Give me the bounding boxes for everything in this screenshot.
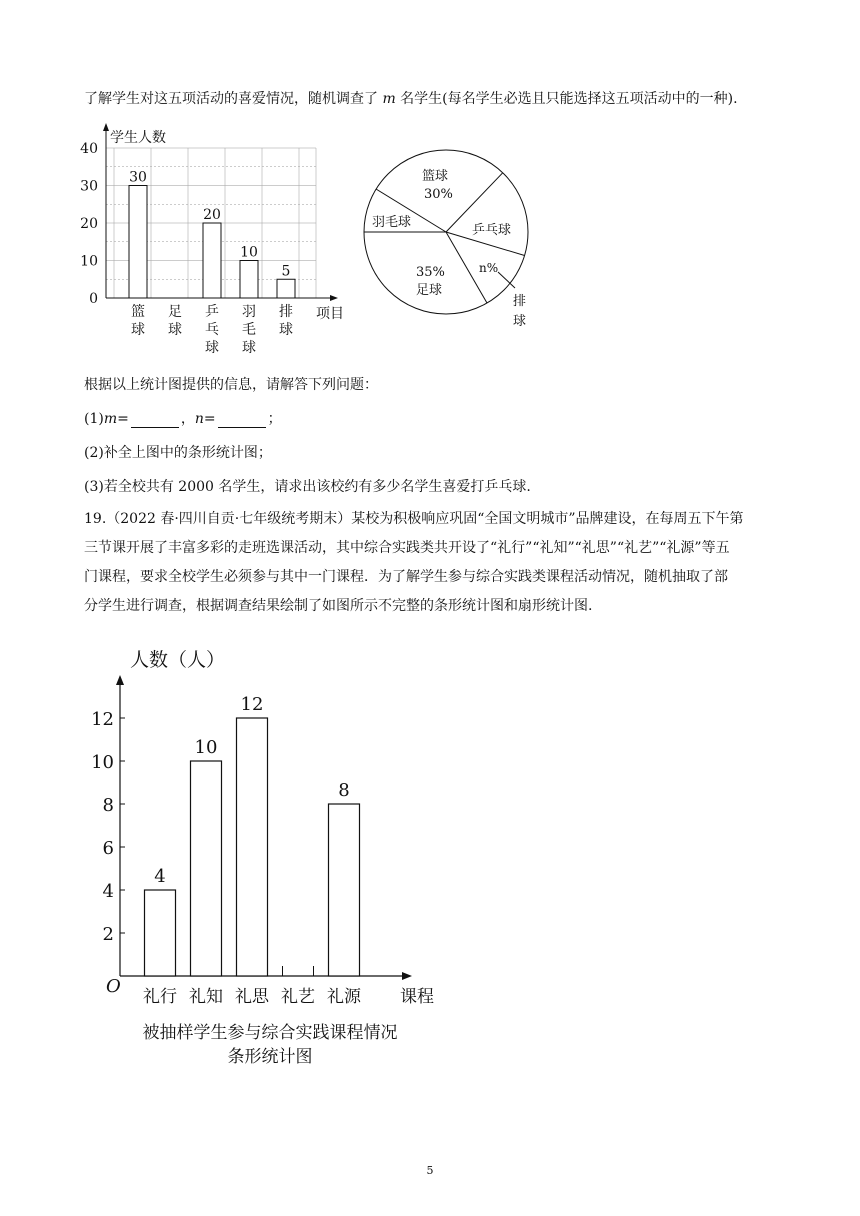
y-tick-label: 10 <box>91 752 114 773</box>
y-tick-label: 12 <box>91 709 114 730</box>
chart-caption-line-1: 被抽样学生参与综合实践课程情况 <box>142 1023 398 1043</box>
y-tick-label: 20 <box>80 216 98 232</box>
q1-blank-m[interactable] <box>131 413 179 428</box>
problem-19 <box>84 505 784 621</box>
problem-19-line: 分学生进行调查，根据调查结果绘制了如图所示不完整的条形统计图和扇形统计图. <box>84 598 593 614</box>
y-axis-arrow <box>103 123 109 131</box>
problem-19-line: 19.（2022 春·四川自贡·七年级统考期末）某校为积极响应巩固“全国文明城市”品牌建设，在每周五下午第 <box>84 511 744 527</box>
x-category-label: 篮球 <box>131 304 145 338</box>
bar <box>145 890 176 976</box>
y-axis-arrow <box>116 675 124 685</box>
bar-value-label: 4 <box>154 866 166 887</box>
bar <box>203 223 221 298</box>
x-category-label: 足球 <box>168 304 182 338</box>
question-1 <box>84 408 282 428</box>
bar <box>191 761 222 976</box>
q1-eq: = <box>117 411 129 427</box>
question-3: (3)若全校共有 2000 名学生，请求出该校约有多少名学生喜爱打乒乓球. <box>84 479 531 495</box>
q1-end: ； <box>267 411 282 427</box>
q1-var-m: m <box>103 411 118 427</box>
x-category-label: 礼行 <box>143 987 177 1007</box>
x-category-label: 羽毛球 <box>242 304 256 356</box>
x-category-label: 礼源 <box>327 987 361 1007</box>
y-tick-label: 10 <box>80 253 98 270</box>
x-axis-arrow <box>330 295 338 301</box>
intro-line <box>84 88 738 108</box>
page-number: 5 <box>426 1164 434 1177</box>
x-axis-arrow <box>402 972 412 980</box>
problem-19-line: 门课程，要求全校学生必须参与其中一门课程．为了解学生参与综合实践类课程活动情况，随机抽取了部 <box>84 569 728 585</box>
x-category-label: 乒乓球 <box>205 304 219 356</box>
bar-value-label: 30 <box>129 169 147 186</box>
q1-sep: ， <box>180 411 195 427</box>
bar-value-label: 8 <box>338 780 350 801</box>
bar-value-label: 10 <box>240 244 258 261</box>
question-2: (2)补全上图中的条形统计图； <box>84 445 272 461</box>
y-tick-label: 2 <box>102 924 114 945</box>
x-category-label: 礼艺 <box>281 987 315 1007</box>
bar <box>129 186 147 299</box>
bar-value-label: 12 <box>240 694 264 715</box>
x-category-label: 排球 <box>279 304 293 338</box>
y-tick-label: 0 <box>89 291 98 307</box>
x-category-label: 礼知 <box>189 987 223 1007</box>
origin-label: O <box>106 976 121 997</box>
y-tick-label: 8 <box>102 795 114 816</box>
y-tick-label: 6 <box>102 838 114 859</box>
q1-prefix: (1) <box>84 411 104 427</box>
sports-pie-chart <box>350 140 550 340</box>
q1-blank-n[interactable] <box>218 413 266 428</box>
intro-text-after: 名学生(每名学生必选且只能选择这五项活动中的一种). <box>395 91 738 107</box>
bar-value-label: 5 <box>281 263 291 280</box>
bar <box>277 279 295 298</box>
y-tick-label: 30 <box>80 178 98 195</box>
pie-pct-volleyball: n% <box>479 261 499 275</box>
x-category-label: 礼思 <box>235 987 269 1007</box>
pie-label-badminton: 羽毛球 <box>372 215 412 230</box>
pie-pct-football: 35% <box>416 265 445 280</box>
sports-bar-chart <box>60 120 360 360</box>
variable-m: m <box>382 91 396 107</box>
after-charts-text: 根据以上统计图提供的信息，请解答下列问题： <box>84 377 378 393</box>
courses-bar-chart <box>90 640 470 1080</box>
pie-pct-basketball: 30% <box>424 187 453 202</box>
pie-label-volleyball-2: 球 <box>513 314 527 329</box>
pie-label-pingpong: 乒乓球 <box>472 223 512 238</box>
bar <box>240 261 258 299</box>
intro-text-before: 了解学生对这五项活动的喜爱情况，随机调查了 <box>84 91 383 107</box>
problem-19-line: 三节课开展了丰富多彩的走班选课活动，其中综合实践类共开设了“礼行”“礼知”“礼思”“礼艺”“礼源”等五 <box>84 540 730 556</box>
bar-value-label: 10 <box>194 737 218 758</box>
y-axis-label: 学生人数 <box>110 130 166 146</box>
y-tick-label: 40 <box>80 141 98 157</box>
pie-label-football: 足球 <box>416 283 443 298</box>
bar <box>237 718 268 976</box>
y-tick-label: 4 <box>102 881 114 902</box>
pie-label-volleyball-1: 排 <box>513 294 527 309</box>
q1-eq2: = <box>203 411 216 427</box>
x-axis-label: 课程 <box>400 987 434 1007</box>
q1-var-n: n <box>194 411 204 427</box>
pie-label-basketball: 篮球 <box>422 169 449 184</box>
chart-caption-line-2: 条形统计图 <box>227 1047 313 1067</box>
bar-value-label: 20 <box>203 207 221 223</box>
x-axis-label: 项目 <box>316 306 344 322</box>
y-axis-label: 人数（人） <box>130 649 226 671</box>
bar <box>329 804 360 976</box>
